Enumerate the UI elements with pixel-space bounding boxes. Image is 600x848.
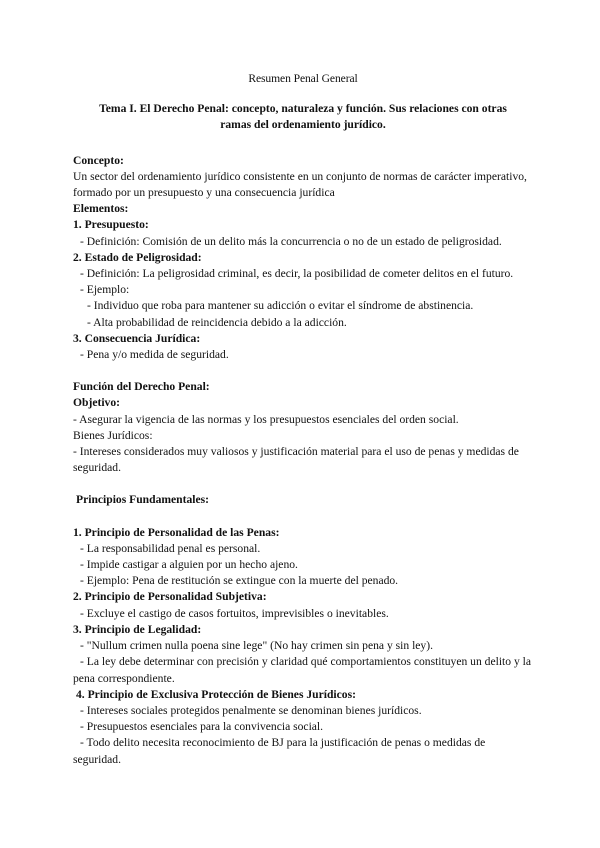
- principio-2-item: - Excluye el castigo de casos fortuitos, imprevisibles o inevitables.: [80, 606, 389, 620]
- presupuesto-definicion: - Definición: Comisión de un delito más la concurrencia o no de un estado de peligrosidad.: [80, 234, 502, 248]
- consecuencia-heading: 3. Consecuencia Jurídica:: [73, 331, 201, 345]
- document-header: Resumen Penal General: [248, 72, 358, 85]
- elementos-heading: Elementos:: [73, 202, 129, 216]
- peligrosidad-heading: 2. Estado de Peligrosidad:: [73, 250, 202, 264]
- spacer: [73, 476, 533, 492]
- principio-1-heading: 1. Principio de Personalidad de las Penas:: [73, 525, 280, 539]
- concepto-text: Un sector del ordenamiento jurídico consistente en un conjunto de normas de carácter imperativo, formado por un presupuesto y una consecuencia jurídica: [73, 169, 527, 200]
- peligrosidad-ejemplo-item: - Alta probabilidad de reincidencia debido a la adicción.: [87, 315, 347, 329]
- principio-3-heading: 3. Principio de Legalidad:: [73, 622, 202, 636]
- principio-4-heading: 4. Principio de Exclusiva Protección de Bienes Jurídicos:: [76, 687, 356, 701]
- funcion-heading: Función del Derecho Penal:: [73, 380, 210, 394]
- peligrosidad-ejemplo: - Ejemplo:: [80, 283, 130, 297]
- consecuencia-item: - Pena y/o medida de seguridad.: [80, 348, 229, 362]
- spacer: [73, 363, 533, 379]
- principio-1-item: - Ejemplo: Pena de restitución se extingue con la muerte del penado.: [80, 574, 399, 588]
- peligrosidad-ejemplo-item: - Individuo que roba para mantener su adicción o evitar el síndrome de abstinencia.: [87, 299, 474, 313]
- peligrosidad-definicion: - Definición: La peligrosidad criminal, es decir, la posibilidad de cometer delitos en el futuro.: [80, 267, 514, 281]
- presupuesto-heading: 1. Presupuesto:: [73, 218, 149, 232]
- principio-1-item: - Impide castigar a alguien por un hecho ajeno.: [80, 558, 298, 572]
- principio-4-item: - Presupuestos esenciales para la convivencia social.: [80, 720, 324, 734]
- document-page: [73, 71, 533, 768]
- tema-title: Tema I. El Derecho Penal: concepto, naturaleza y función. Sus relaciones con otras ramas del ordenamiento jurídico.: [99, 102, 507, 132]
- principio-3-item: - "Nullum crimen nulla poena sine lege" (No hay crimen sin pena y sin ley).: [80, 639, 433, 653]
- objetivo-heading: Objetivo:: [73, 396, 121, 410]
- bienes-heading: Bienes Jurídicos:: [73, 428, 153, 442]
- principio-1-item: - La responsabilidad penal es personal.: [80, 541, 261, 555]
- bienes-text: - Intereses considerados muy valiosos y justificación material para el uso de penas y medidas de seguridad.: [73, 445, 519, 475]
- principio-3-item: - La ley debe determinar con precisión y claridad qué comportamientos constituyen un delito y la pena correspondiente.: [73, 655, 532, 685]
- objetivo-text: - Asegurar la vigencia de las normas y los presupuestos esenciales del orden social.: [73, 412, 459, 426]
- principios-heading: Principios Fundamentales:: [76, 493, 210, 507]
- principio-2-heading: 2. Principio de Personalidad Subjetiva:: [73, 590, 267, 604]
- spacer: [73, 509, 533, 525]
- concepto-heading: Concepto:: [73, 153, 124, 167]
- principio-4-item: - Todo delito necesita reconocimiento de BJ para la justificación de penas o medidas de seguridad.: [73, 736, 486, 766]
- principio-4-item: - Intereses sociales protegidos penalmente se denominan bienes jurídicos.: [80, 703, 422, 717]
